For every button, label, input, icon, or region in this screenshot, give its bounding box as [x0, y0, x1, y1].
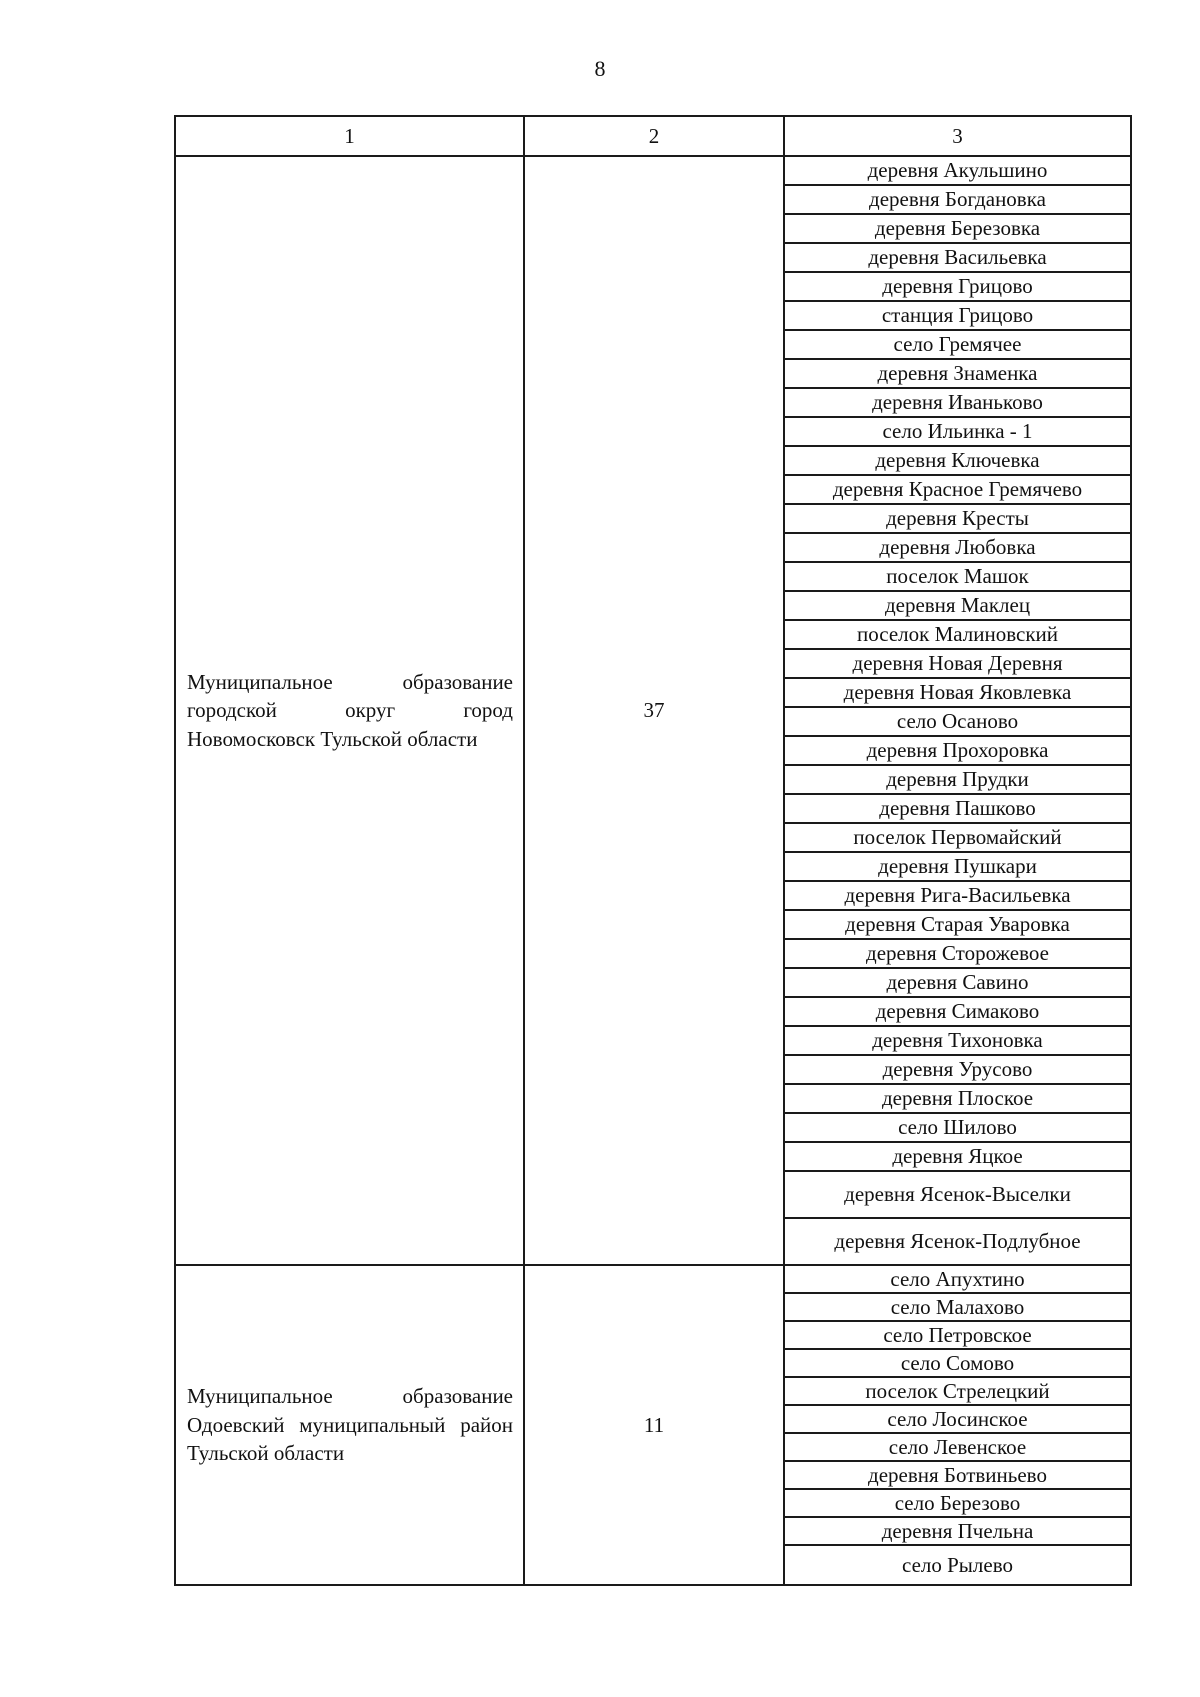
column-header-1: 1: [175, 116, 524, 156]
settlement-name: деревня Старая Уваровка: [784, 910, 1131, 939]
settlement-name: село Лосинское: [784, 1405, 1131, 1433]
settlement-name: село Шилово: [784, 1113, 1131, 1142]
settlement-name: деревня Прудки: [784, 765, 1131, 794]
settlement-name: деревня Симаково: [784, 997, 1131, 1026]
settlement-name: деревня Новая Яковлевка: [784, 678, 1131, 707]
settlement-name: село Гремячее: [784, 330, 1131, 359]
header-row: [175, 116, 1131, 156]
settlement-name: село Петровское: [784, 1321, 1131, 1349]
settlement-name: деревня Любовка: [784, 533, 1131, 562]
municipality-name: Муниципальное образование Одоевский муниципальный район Тульской области: [175, 1265, 524, 1585]
settlement-name: село Сомово: [784, 1349, 1131, 1377]
settlement-name: деревня Маклец: [784, 591, 1131, 620]
settlement-name: село Малахово: [784, 1293, 1131, 1321]
settlement-name: деревня Кресты: [784, 504, 1131, 533]
settlement-name: село Осаново: [784, 707, 1131, 736]
column-header-3: 3: [784, 116, 1131, 156]
settlement-name: деревня Ключевка: [784, 446, 1131, 475]
settlement-name: поселок Первомайский: [784, 823, 1131, 852]
settlement-name: поселок Малиновский: [784, 620, 1131, 649]
settlement-name: село Левенское: [784, 1433, 1131, 1461]
settlement-name: деревня Ботвиньево: [784, 1461, 1131, 1489]
settlement-name: село Ильинка - 1: [784, 417, 1131, 446]
settlement-name: село Рылево: [784, 1545, 1131, 1585]
settlement-name: деревня Знаменка: [784, 359, 1131, 388]
settlement-name: деревня Сторожевое: [784, 939, 1131, 968]
table-row: [175, 156, 1131, 185]
settlement-name: деревня Яцкое: [784, 1142, 1131, 1171]
page-number: 8: [594, 56, 606, 81]
settlement-name: деревня Урусово: [784, 1055, 1131, 1084]
settlement-name: деревня Пчельна: [784, 1517, 1131, 1545]
settlement-name: село Березово: [784, 1489, 1131, 1517]
municipality-name: Муниципальное образование городской округ город Новомосковск Тульской области: [175, 156, 524, 1265]
settlement-name: деревня Васильевка: [784, 243, 1131, 272]
settlement-name: деревня Тихоновка: [784, 1026, 1131, 1055]
column-header-2: 2: [524, 116, 784, 156]
settlement-name: деревня Пашково: [784, 794, 1131, 823]
settlements-table: [174, 115, 1132, 1586]
section-odoevsky: [175, 1265, 1131, 1585]
settlement-name: деревня Новая Деревня: [784, 649, 1131, 678]
section-novomoskovsk: [175, 156, 1131, 1265]
settlement-name: село Апухтино: [784, 1265, 1131, 1293]
settlement-name: поселок Машок: [784, 562, 1131, 591]
settlement-name: деревня Акульшино: [784, 156, 1131, 185]
settlement-name: деревня Ясенок-Выселки: [784, 1171, 1131, 1218]
settlement-count: 11: [524, 1265, 784, 1585]
settlement-name: деревня Плоское: [784, 1084, 1131, 1113]
settlement-name: деревня Грицово: [784, 272, 1131, 301]
settlement-name: деревня Рига-Васильевка: [784, 881, 1131, 910]
settlement-name: деревня Иваньково: [784, 388, 1131, 417]
settlement-name: деревня Березовка: [784, 214, 1131, 243]
settlement-name: станция Грицово: [784, 301, 1131, 330]
settlement-name: деревня Красное Гремячево: [784, 475, 1131, 504]
settlement-name: деревня Богдановка: [784, 185, 1131, 214]
settlement-name: деревня Ясенок-Подлубное: [784, 1218, 1131, 1265]
table-row: [175, 1265, 1131, 1293]
table-header: [175, 116, 1131, 156]
settlement-name: поселок Стрелецкий: [784, 1377, 1131, 1405]
settlement-name: деревня Пушкари: [784, 852, 1131, 881]
settlement-name: деревня Савино: [784, 968, 1131, 997]
settlement-count: 37: [524, 156, 784, 1265]
settlement-name: деревня Прохоровка: [784, 736, 1131, 765]
